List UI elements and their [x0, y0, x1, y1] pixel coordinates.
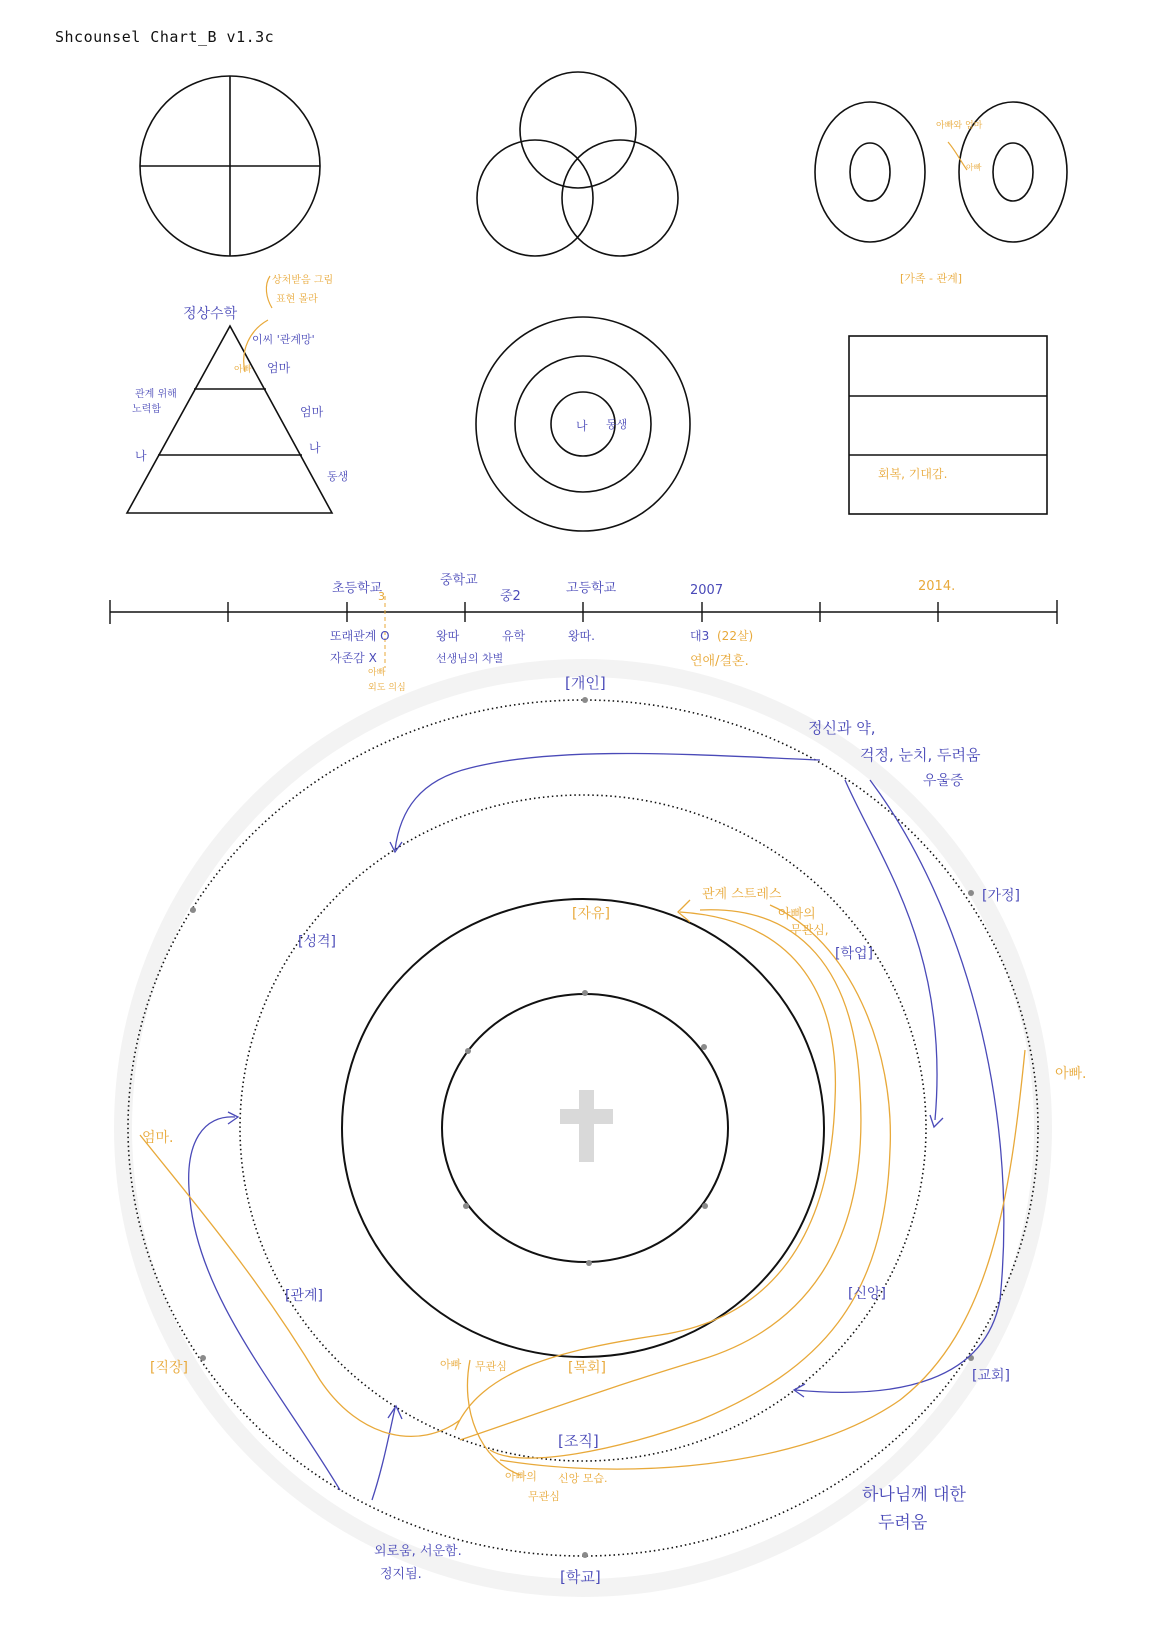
- ovals-arrow: [948, 142, 967, 170]
- wheel-label-inner-bottom: [목회]: [568, 1360, 606, 1376]
- quartered-circle: [140, 76, 320, 256]
- wheel-label-left-lower: [관계]: [285, 1288, 323, 1304]
- note-blue-bottom-left-2: 정지됨.: [380, 1567, 422, 1582]
- pyramid-right-3: 엄마: [300, 405, 324, 419]
- chart-title: Shcounsel Chart_B v1.3c: [55, 28, 275, 46]
- ovals-note: 아빠와 엄마: [936, 121, 983, 131]
- wheel-label-top-right: [가정]: [982, 888, 1020, 904]
- timeline-below-label: 왕따.: [568, 629, 595, 643]
- note-top-right-2: 걱정, 눈치, 두려움: [860, 746, 981, 764]
- wheel-label-bottom-left: [직장]: [150, 1360, 188, 1376]
- timeline-below-label: 유학: [502, 629, 526, 643]
- wheel-label-inner-low: [조직]: [558, 1432, 599, 1450]
- note-orange-stress: 관계 스트레스: [702, 887, 782, 902]
- note-orange-left: 엄마.: [142, 1130, 174, 1146]
- pyramid-note-orange-2: 표현 몰라: [276, 294, 318, 305]
- timeline-above-label: 2007: [690, 583, 724, 598]
- pyramid-right-4: 나: [309, 441, 321, 455]
- target-center-label: 나: [576, 419, 588, 433]
- pyramid-right-orange-small: 아빠: [234, 365, 252, 375]
- pyramid-top-label: 정상수학: [183, 306, 238, 322]
- pyramid-note-orange: 상처받음 그림: [272, 275, 334, 286]
- venn-diagram: [477, 72, 678, 256]
- wheel-label-bottom: [학교]: [560, 1568, 601, 1586]
- wheel-label-top: [개인]: [565, 674, 606, 692]
- timeline: [110, 600, 1057, 624]
- timeline-below-label: 아빠: [368, 668, 386, 678]
- pyramid-left-1: 관계 위해: [135, 389, 177, 400]
- pyramid-right-2: 엄마: [267, 361, 291, 375]
- note-orange-dad-2: 무관심,: [790, 923, 829, 937]
- pyramid-left-2: 노력함: [132, 404, 161, 415]
- timeline-above-label: 중2: [500, 589, 521, 604]
- pyramid: [127, 326, 332, 513]
- timeline-below-label: 3: [378, 590, 385, 603]
- note-orange-bottom-1: 아빠: [440, 1358, 462, 1371]
- wheel-label-right-lower: [교회]: [972, 1368, 1010, 1384]
- timeline-above-label: 2014.: [918, 579, 956, 594]
- wheel-label-right-upper: [학업]: [835, 946, 873, 962]
- timeline-below-label: 자존감 X: [330, 651, 377, 665]
- note-orange-bottom-5: 신앙 모습.: [558, 1472, 608, 1485]
- ovals-arrow-label: 아빠: [966, 163, 982, 172]
- timeline-below-label: 선생님의 차별: [436, 652, 504, 665]
- wheel-label-right-middle: [신앙]: [848, 1286, 886, 1302]
- note-top-right-3: 우울증: [923, 773, 964, 789]
- timeline-below-label: 외도 의심: [368, 683, 406, 693]
- timeline-below-label: 대3: [690, 629, 710, 643]
- note-blue-bottom-left-1: 외로움, 서운함.: [374, 1544, 462, 1559]
- note-orange-bottom-4: 무관심: [528, 1490, 560, 1503]
- timeline-below-label: 연애/결혼.: [690, 654, 749, 669]
- timeline-above-label: 초등학교: [332, 581, 383, 596]
- timeline-below-label: 또래관계 O: [330, 629, 390, 643]
- timeline-above-label: 중학교: [440, 573, 478, 588]
- timeline-below-label: 왕따: [436, 629, 460, 643]
- timeline-above-label: 고등학교: [566, 581, 617, 596]
- orange-connectors: [140, 905, 1025, 1475]
- note-orange-right: 아빠.: [1055, 1066, 1087, 1082]
- target-right-label: 동생: [606, 418, 628, 431]
- wheel-label-inner-top: [자유]: [572, 906, 610, 922]
- box-bottom-label: 회복, 기대감.: [878, 467, 948, 481]
- cross-icon: [560, 1090, 613, 1162]
- note-orange-dad: 아빠의: [778, 907, 816, 922]
- wheel-label-left-upper: [성격]: [298, 934, 336, 950]
- stacked-box: [849, 336, 1047, 514]
- pyramid-right-1: 이씨 '관계망': [252, 333, 315, 346]
- note-orange-bottom-2: 무관심: [475, 1360, 507, 1373]
- timeline-above-labels: [332, 572, 955, 604]
- blue-connectors: [189, 753, 1004, 1500]
- note-blue-bottom-right-1: 하나님께 대한: [862, 1485, 966, 1505]
- ovals-caption: [가족 - 관계]: [900, 272, 963, 285]
- timeline-below-label: (22살): [717, 629, 754, 643]
- note-blue-bottom-right-2: 두려움: [878, 1513, 928, 1533]
- pyramid-right-5: 동생: [327, 470, 349, 483]
- note-orange-bottom-3: 아빠의: [505, 1470, 537, 1483]
- note-top-right-1: 정신과 약,: [808, 719, 876, 737]
- pyramid-left-3: 나: [135, 449, 147, 463]
